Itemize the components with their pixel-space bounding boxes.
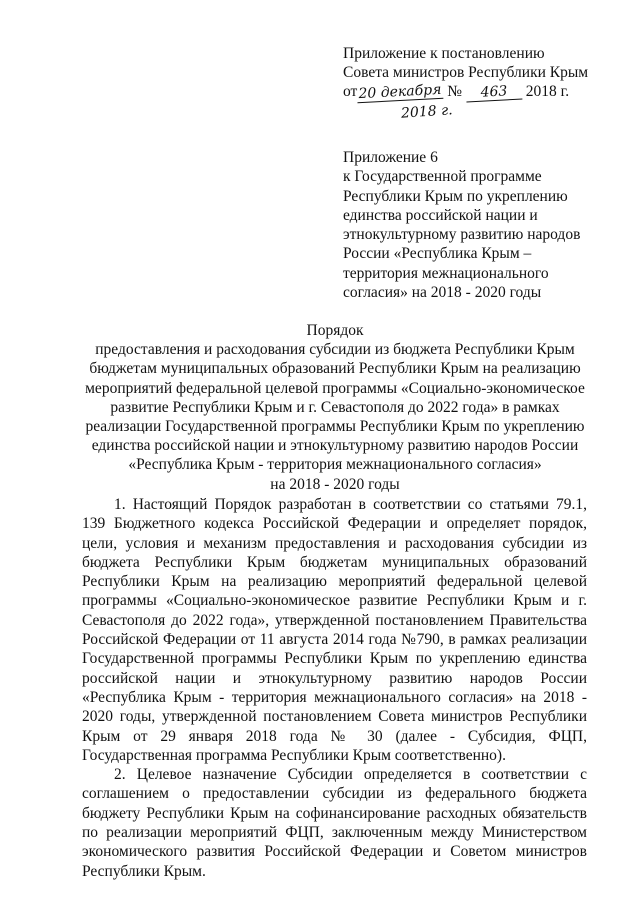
annex-line: согласия» на 2018 - 2020 годы	[343, 284, 542, 302]
approval-header	[343, 44, 613, 122]
annex-header	[343, 148, 613, 302]
header-line: Совета министров Республики Крым	[343, 64, 589, 81]
title-line: реализации Государственной программы Республики Крым по укреплению	[85, 418, 585, 436]
annex-line: России «Республика Крым –	[343, 245, 532, 263]
document-body	[82, 495, 587, 881]
title-line: на 2018 - 2020 годы	[270, 475, 400, 493]
header-date-line	[343, 82, 613, 101]
annex-line: к Государственной программе	[343, 168, 542, 186]
handwritten-number: 463	[465, 83, 522, 103]
paragraph: 2. Целевое назначение Субсидии определяется в соответствии с соглашением о предоставлении субсидии из федерального бюджета бюджету Республики Крым на софинансирование расходных обязательств по реализации мероприятий ФЦП, заключенным между Министерством экономического развития Российской Федерации и Советом министров Республики Крым.	[82, 766, 587, 880]
title-line: мероприятий федеральной целевой программы «Социально-экономическое	[85, 379, 585, 397]
annex-line: территория межнационального	[343, 264, 549, 282]
annex-line: Приложение 6	[343, 149, 438, 166]
document-title	[70, 321, 600, 494]
header-line: Приложение к постановлению	[343, 45, 545, 62]
title-heading: Порядок	[306, 322, 364, 339]
handwritten-date: 20 декабря	[358, 81, 443, 103]
year-suffix: 2018 г.	[525, 83, 570, 100]
title-line: единства российской нации и этнокультурному развитию народов России	[91, 437, 579, 455]
annex-line: Республики Крым по укреплению	[343, 187, 568, 205]
date-prefix: от	[343, 83, 358, 100]
title-line: развитие Республики Крым и г. Севастополя до 2022 года» в рамках	[110, 398, 560, 416]
annex-line: единства российской нации и	[343, 206, 538, 224]
title-line: «Республика Крым - территория межнационального согласия»	[128, 456, 542, 474]
handwritten-year: 2018 г.	[400, 102, 454, 122]
paragraph: 1. Настоящий Порядок разработан в соответствии со статьями 79.1, 139 Бюджетного кодекса Российской Федерации и определяет порядок, цели, условия и механизм предоставления и расходования субсидии из бюджета Республики Крым бюджетам муниципальных образований Республики Крым на реализацию мероприятий федеральной целевой программы «Социально-экономическое развитие Республики Крым и г. Севастополя до 2022 года», утвержденной постановлением Правительства Российской Федерации от 11 августа 2014 года №790, в рамках реализации Государственной программы Республики Крым по укреплению единства российской нации и этнокультурному развитию народов России «Республика Крым - территория межнационального согласия» на 2018 - 2020 годы, утвержденной постановлением Совета министров Республики Крым от 29 января 2018 года № 30 (далее - Субсидия, ФЦП, Государственная программа Республики Крым соответственно).	[82, 496, 587, 764]
title-line: бюджетам муниципальных образований Республики Крым на реализацию	[89, 360, 581, 378]
title-line: предоставления и расходования субсидии из бюджета Республики Крым	[95, 341, 575, 359]
number-label: №	[447, 83, 462, 100]
annex-line: этнокультурному развитию народов	[343, 226, 581, 244]
